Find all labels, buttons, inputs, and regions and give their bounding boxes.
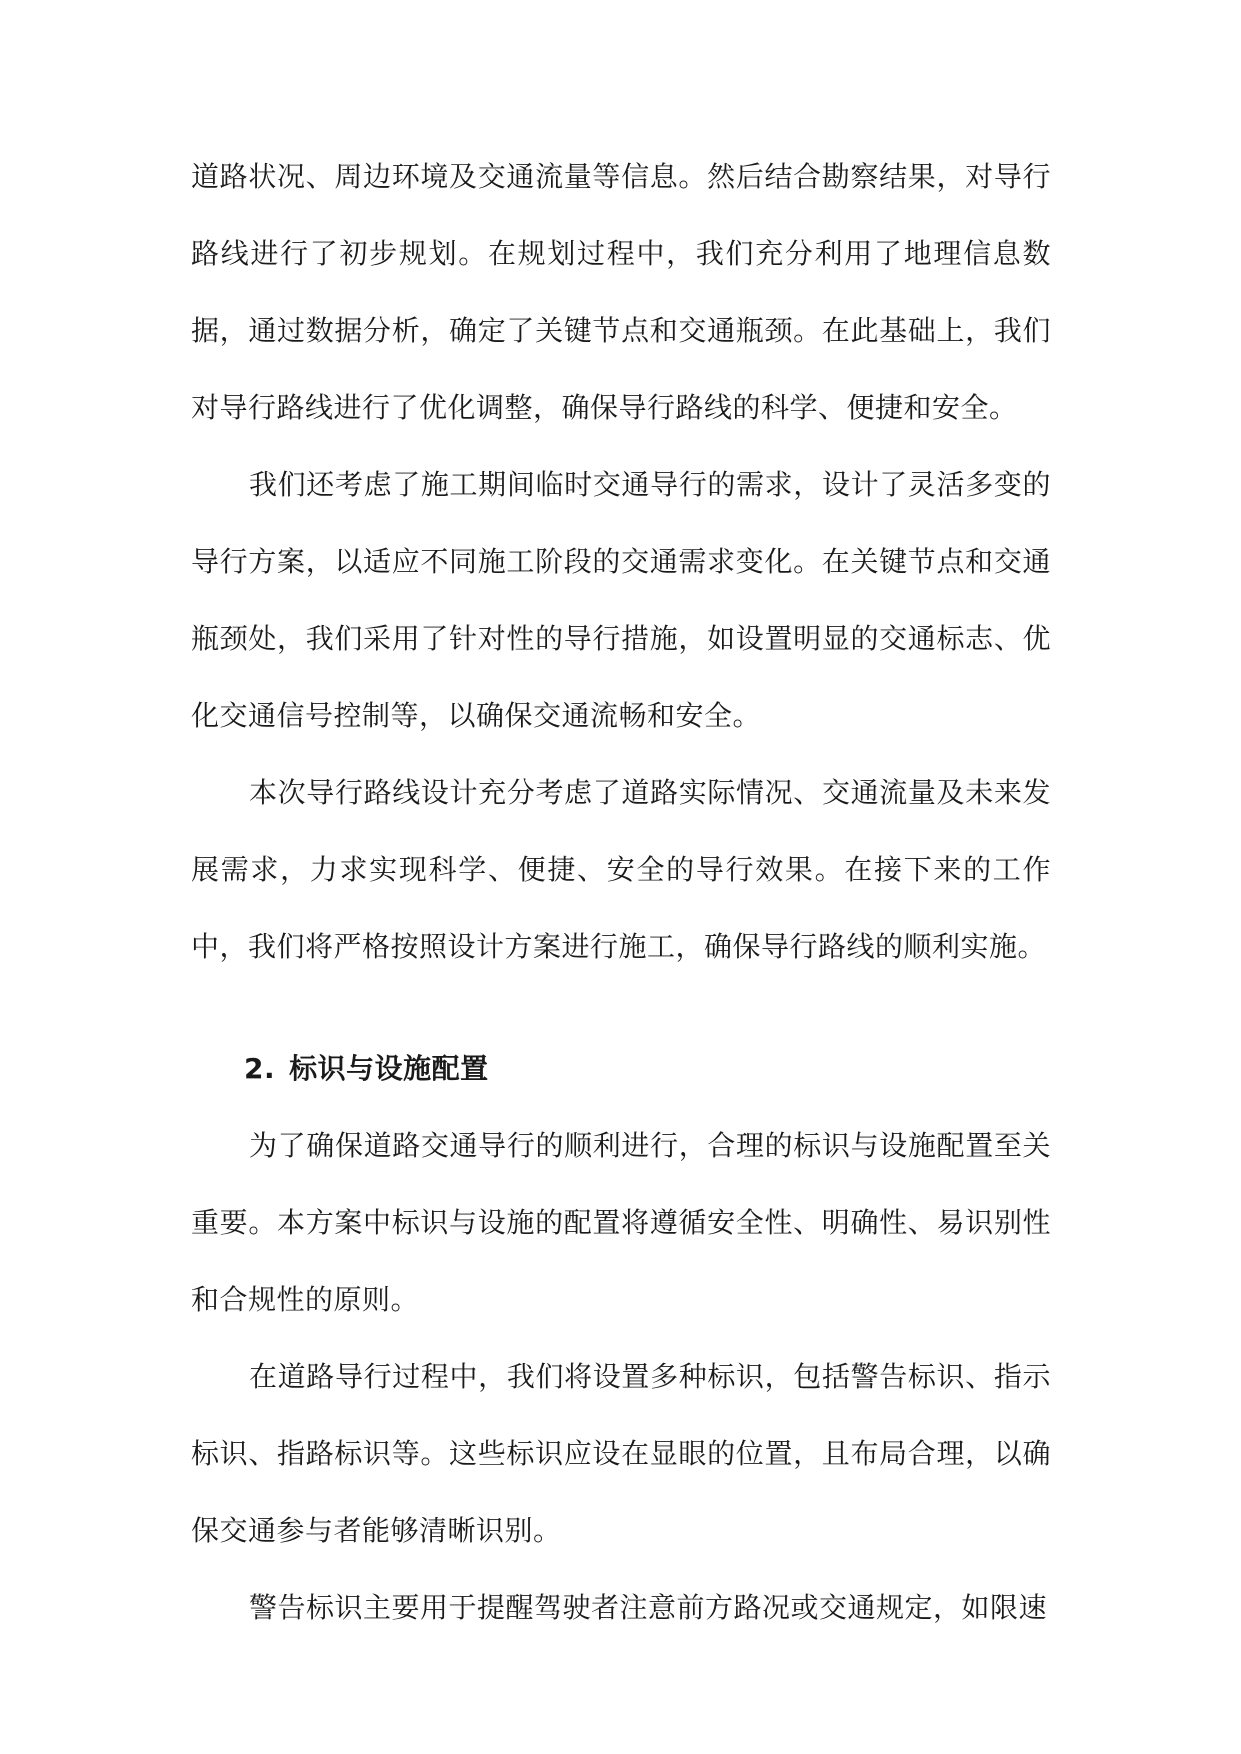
paragraph: 本次导行路线设计充分考虑了道路实际情况、交通流量及未来发展需求，力求实现科学、便捷、安全的导行效果。在接下来的工作中，我们将严格按照设计方案进行施工，确保导行路线的顺利实施。	[191, 776, 1051, 963]
paragraph: 在道路导行过程中，我们将设置多种标识，包括警告标识、指示标识、指路标识等。这些标识应设在显眼的位置，且布局合理，以确保交通参与者能够清晰识别。	[191, 1360, 1051, 1547]
paragraph: 我们还考虑了施工期间临时交通导行的需求，设计了灵活多变的导行方案，以适应不同施工阶段的交通需求变化。在关键节点和交通瓶颈处，我们采用了针对性的导行措施，如设置明显的交通标志、优化交通信号控制等，以确保交通流畅和安全。	[191, 468, 1051, 732]
paragraph: 警告标识主要用于提醒驾驶者注意前方路况或交通规定，如限速	[249, 1591, 1048, 1624]
document-body	[191, 138, 1051, 1646]
paragraph-continued: 道路状况、周边环境及交通流量等信息。然后结合勘察结果，对导行路线进行了初步规划。在规划过程中，我们充分利用了地理信息数据，通过数据分析，确定了关键节点和交通瓶颈。在此基础上，我们对导行路线进行了优化调整，确保导行路线的科学、便捷和安全。	[191, 160, 1051, 424]
section-title: 标识与设施配置	[289, 1052, 489, 1085]
section-number: 2.	[244, 1052, 276, 1085]
paragraph: 为了确保道路交通导行的顺利进行，合理的标识与设施配置至关重要。本方案中标识与设施的配置将遵循安全性、明确性、易识别性和合规性的原则。	[191, 1129, 1051, 1316]
section-heading	[191, 1030, 1051, 1107]
